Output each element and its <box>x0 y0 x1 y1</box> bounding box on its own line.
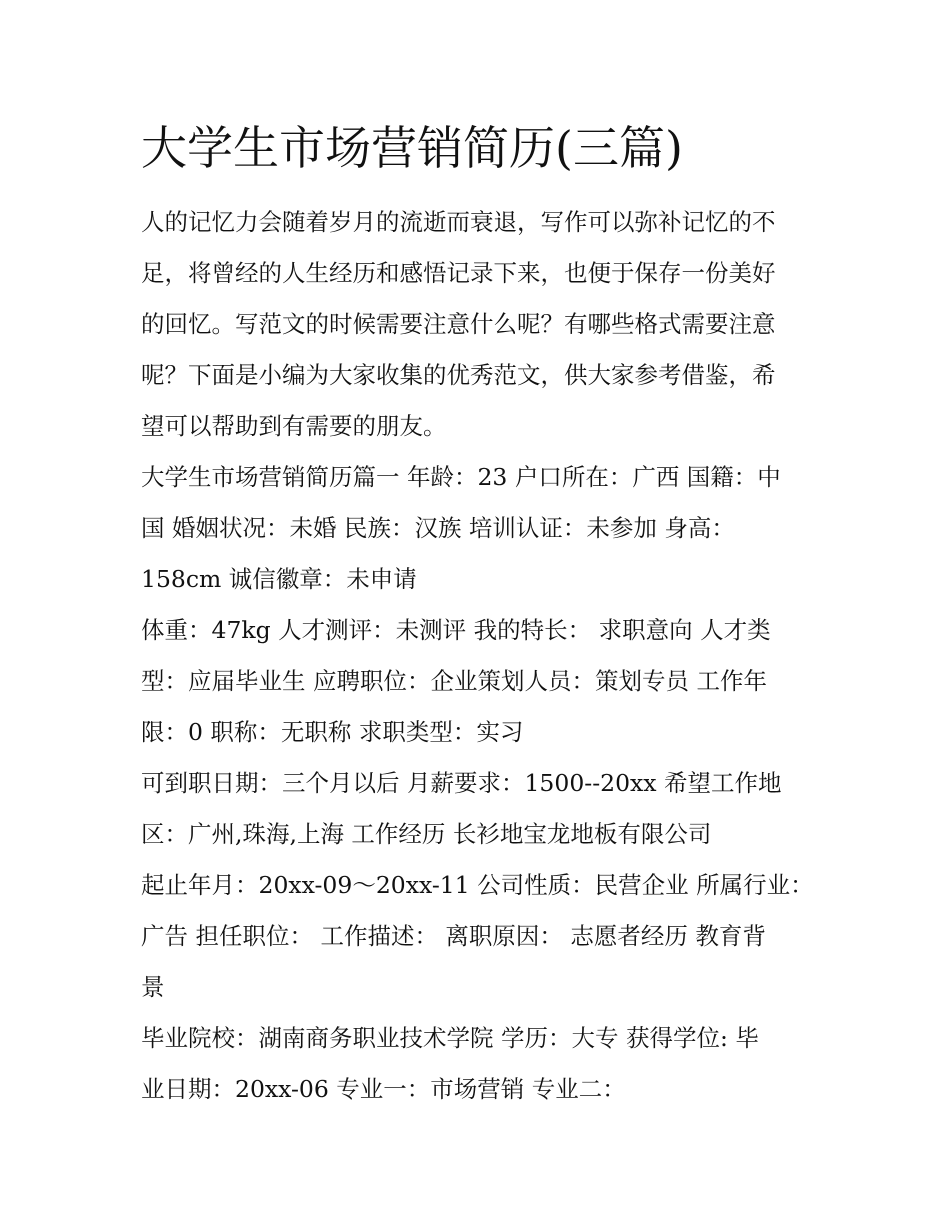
body-line: 的回忆。写范文的时候需要注意什么呢？有哪些格式需要注意 <box>141 310 776 338</box>
body-line: 起止年月：20xx-09～20xx-11 公司性质：民营企业 所属行业： <box>141 871 814 899</box>
body-line: 大学生市场营销简历篇一 年龄：23 户口所在：广西 国籍：中 <box>141 463 781 491</box>
body-line: 毕业院校：湖南商务职业技术学院 学历：大专 获得学位: 毕 <box>141 1024 759 1052</box>
body-line: 158cm 诚信徽章：未申请 <box>141 565 417 593</box>
body-line: 呢？下面是小编为大家收集的优秀范文，供大家参考借鉴，希 <box>141 361 776 389</box>
body-line: 人的记忆力会随着岁月的流逝而衰退，写作可以弥补记忆的不 <box>141 208 776 236</box>
body-line: 业日期：20xx-06 专业一：市场营销 专业二： <box>141 1075 626 1103</box>
body-line: 国 婚姻状况：未婚 民族：汉族 培训认证：未参加 身高： <box>141 514 735 542</box>
body-line: 型：应届毕业生 应聘职位：企业策划人员：策划专员 工作年 <box>141 667 767 695</box>
document-title: 大学生市场营销简历(三篇) <box>141 121 683 175</box>
body-line: 广告 担任职位： 工作描述： 离职原因： 志愿者经历 教育背 <box>141 922 766 950</box>
body-line: 足，将曾经的人生经历和感悟记录下来，也便于保存一份美好 <box>141 259 776 287</box>
document-body <box>141 197 813 1115</box>
body-line: 区：广州,珠海,上海 工作经历 长衫地宝龙地板有限公司 <box>141 820 712 848</box>
body-line: 可到职日期：三个月以后 月薪要求：1500--20xx 希望工作地 <box>141 769 782 797</box>
body-line: 景 <box>141 973 165 1001</box>
body-line: 体重：47kg 人才测评：未测评 我的特长： 求职意向 人才类 <box>141 616 771 644</box>
body-line: 望可以帮助到有需要的朋友。 <box>141 412 447 440</box>
body-line: 限：0 职称：无职称 求职类型：实习 <box>141 718 524 746</box>
